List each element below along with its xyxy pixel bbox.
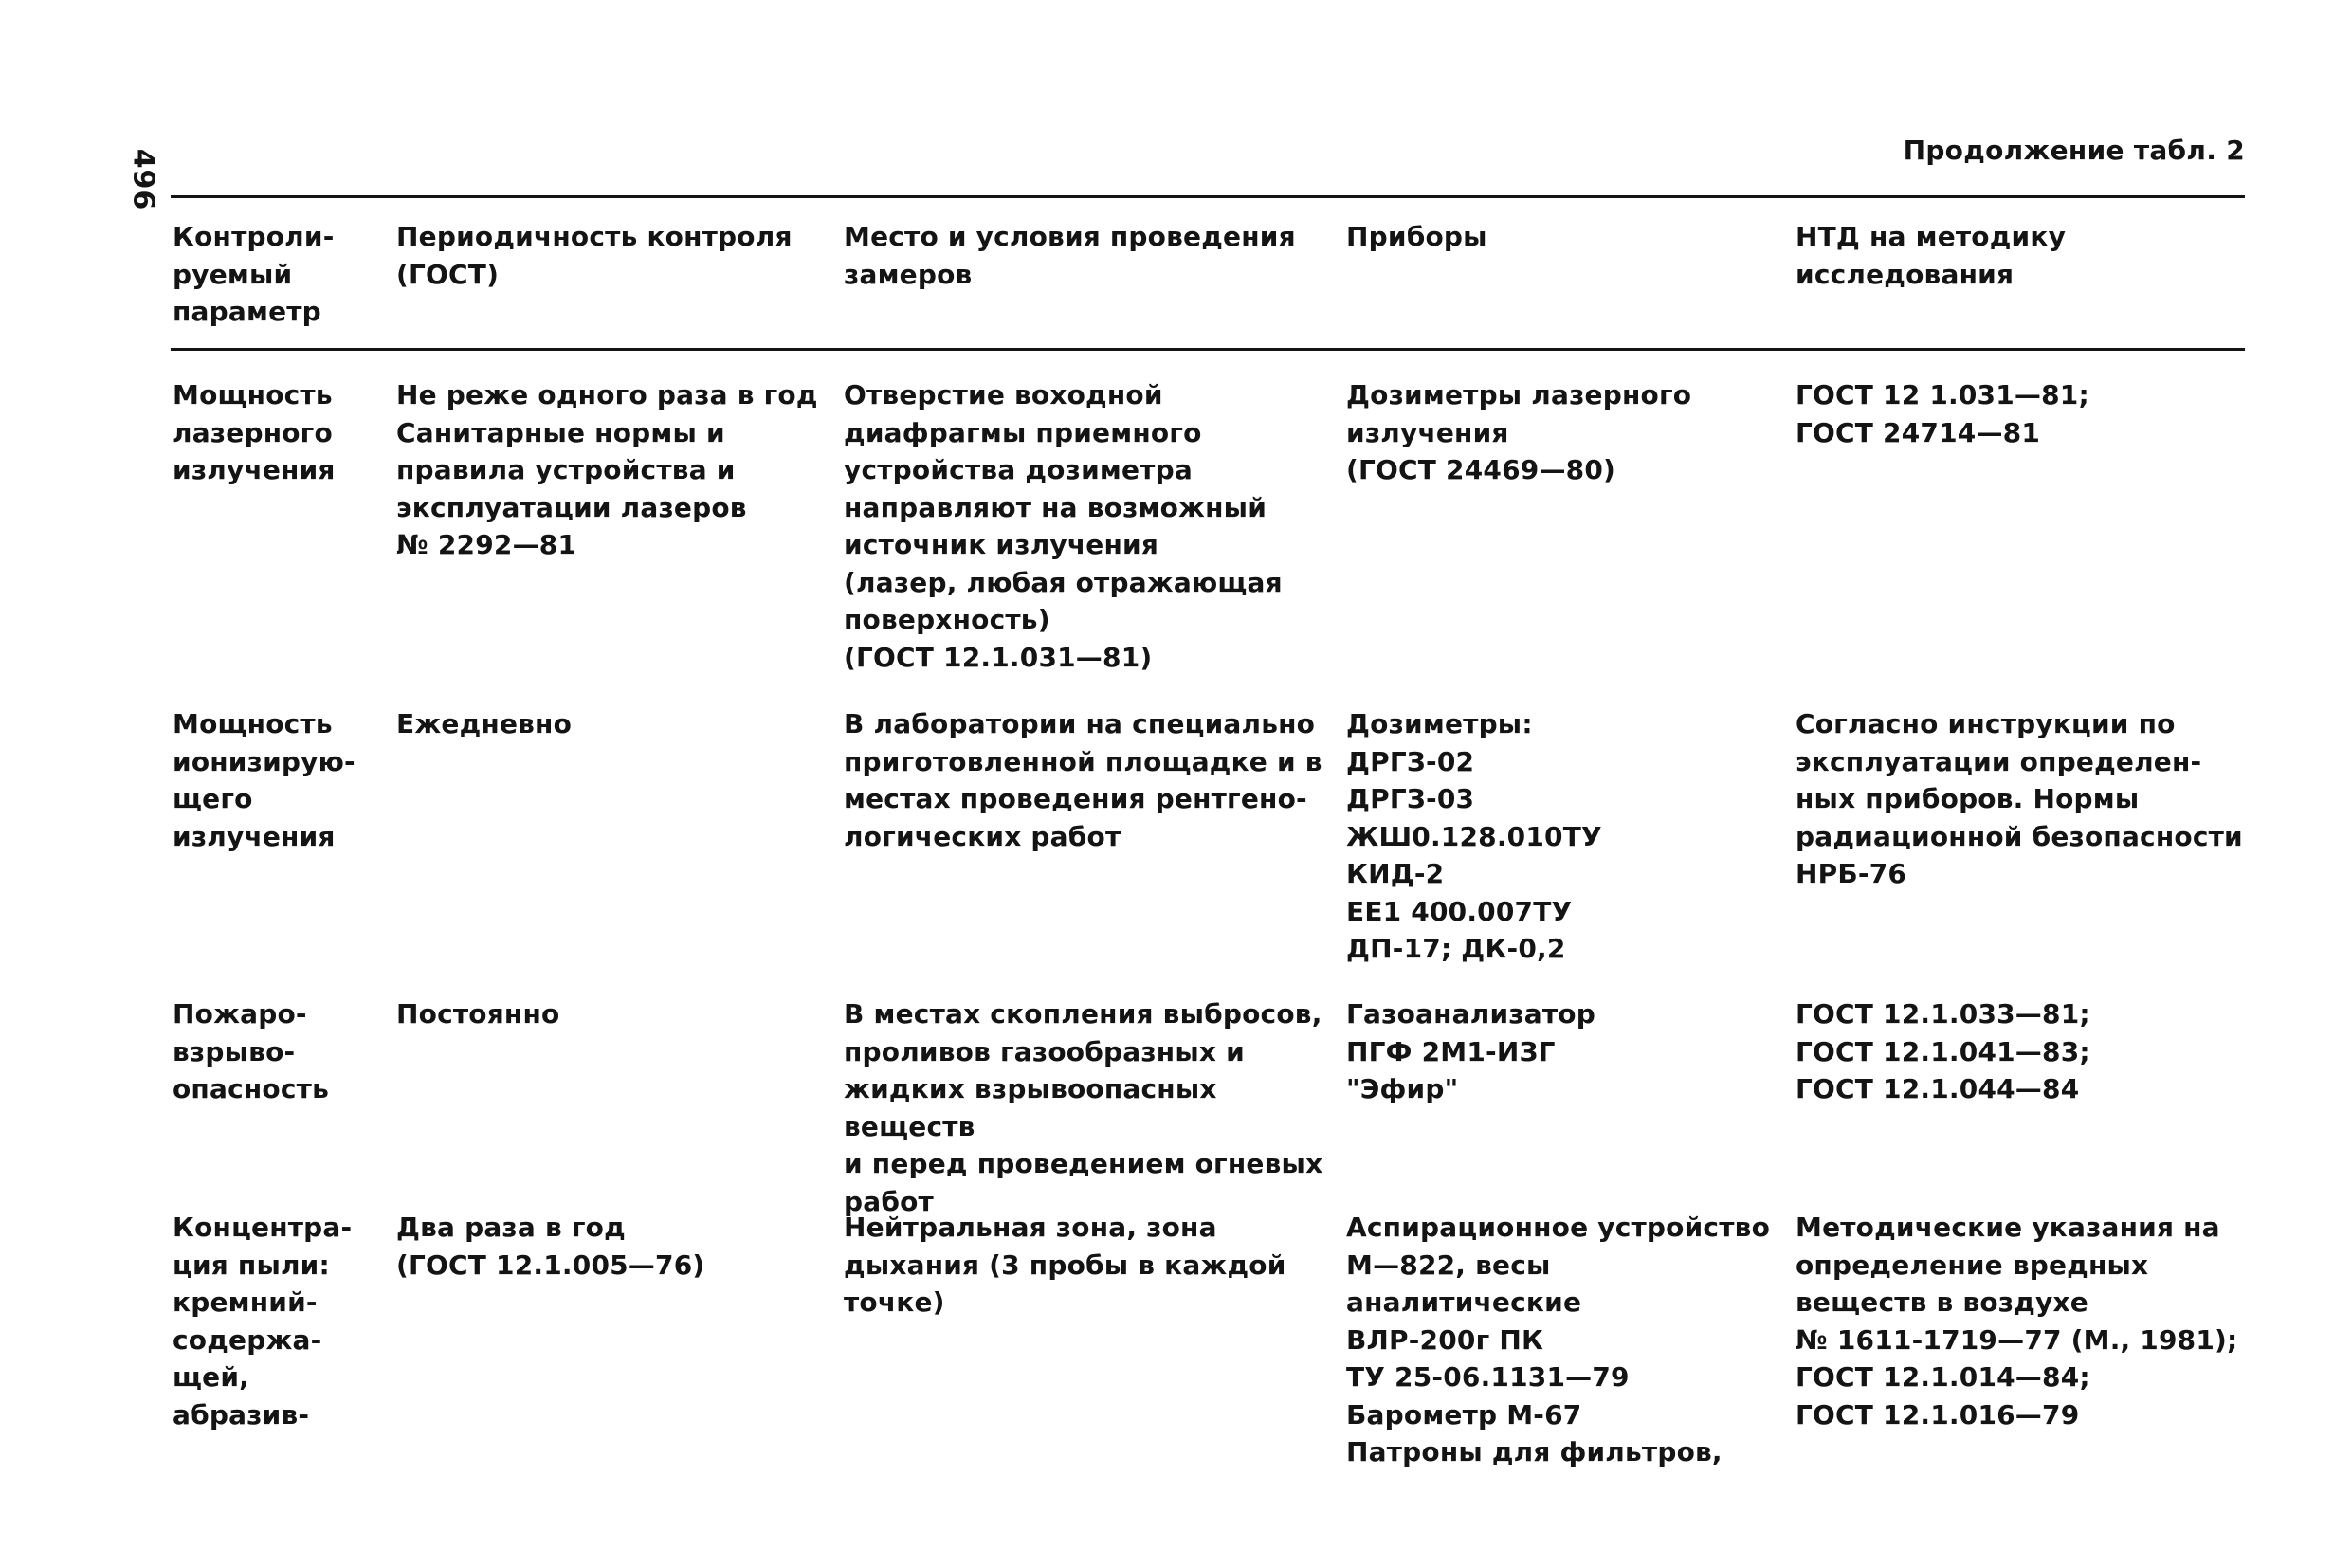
table-cell-place: В лаборатории на специально приготовленной площадке и в местах проведения рентгено- логических работ	[844, 708, 1322, 852]
table-cell-frequency: Ежедневно	[396, 708, 573, 739]
table-cell-frequency: Постоянно	[396, 998, 560, 1030]
header-instruments: Приборы	[1346, 221, 1487, 252]
table-cell-instruments: Газоанализатор ПГФ 2М1-ИЗГ "Эфир"	[1346, 998, 1595, 1104]
table-continuation-label: Продолжение табл. 2	[1903, 135, 2245, 166]
header-method-documents: НТД на методику исследования	[1796, 221, 2067, 290]
table-cell-instruments: Дозиметры: ДРГЗ-02 ДРГЗ-03 ЖШ0.128.010ТУ КИД-2 ЕЕ1 400.007ТУ ДП-17; ДК-0,2	[1346, 708, 1602, 964]
table-cell-place: Нейтральная зона, зона дыхания (3 пробы в каждой точке)	[844, 1212, 1286, 1318]
table-cell-instruments: Аспирационное устройство М—822, весы аналитические ВЛР-200г ПК ТУ 25-06.1131—79 Барометр М-67 Патроны для фильтров,	[1346, 1212, 1771, 1468]
table-top-rule	[171, 195, 2245, 198]
page-number: 496	[126, 148, 160, 211]
header-measurement-place: Место и условия проведения замеров	[844, 221, 1296, 290]
table-cell-frequency: Два раза в год (ГОСТ 12.1.005—76)	[396, 1212, 705, 1281]
table-cell-parameter: Концентра- ция пыли: кремний- содержа- щей, абразив-	[173, 1212, 353, 1431]
table-cell-parameter: Мощность лазерного излучения	[173, 379, 336, 485]
header-control-frequency: Периодичность контроля (ГОСТ)	[396, 221, 793, 290]
table-cell-method: ГОСТ 12.1.033—81; ГОСТ 12.1.041—83; ГОСТ 12.1.044—84	[1796, 998, 2090, 1104]
table-cell-frequency: Не реже одного раза в год Санитарные нормы и правила устройства и эксплуатации лазеров № 2292—81	[396, 379, 818, 560]
table-cell-parameter: Мощность ионизирую- щего излучения	[173, 708, 356, 852]
table-cell-place: Отверстие воходной диафрагмы приемного устройства дозиметра направляют на возможный источник излучения (лазер, любая отражающая поверхность) (ГОСТ 12.1.031—81)	[844, 379, 1283, 673]
table-cell-place: В местах скопления выбросов, проливов газообразных и жидких взрывоопасных веществ и перед проведением огневых работ	[844, 998, 1323, 1217]
header-controlled-parameter: Контроли- руемый параметр	[173, 221, 335, 327]
table-cell-method: Согласно инструкции по эксплуатации определен- ных приборов. Нормы радиационной безопасности НРБ-76	[1796, 708, 2243, 889]
table-cell-instruments: Дозиметры лазерного излучения (ГОСТ 24469—80)	[1346, 379, 1692, 485]
table-cell-method: Методические указания на определение вредных веществ в воздухе № 1611-1719—77 (М., 1981); ГОСТ 12.1.014—84; ГОСТ 12.1.016—79	[1796, 1212, 2238, 1431]
table-cell-parameter: Пожаро- взрыво- опасность	[173, 998, 329, 1104]
table-cell-method: ГОСТ 12 1.031—81; ГОСТ 24714—81	[1796, 379, 2089, 448]
header-bottom-rule	[171, 348, 2245, 351]
